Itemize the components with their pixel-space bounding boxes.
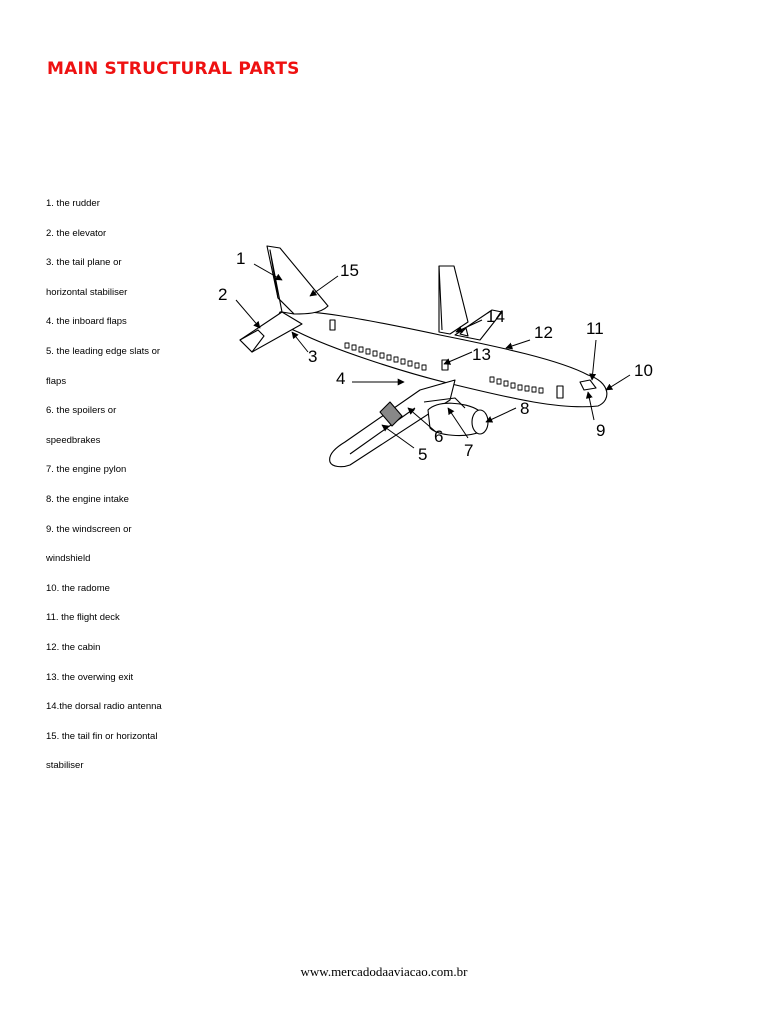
footer-url: www.mercadodaaviacao.com.br <box>300 964 468 979</box>
parts-list <box>46 198 162 790</box>
winglet <box>439 266 468 334</box>
label-8: 8 <box>520 399 530 418</box>
list-item: stabiliser <box>46 760 84 772</box>
label-2: 2 <box>218 285 228 304</box>
label-11: 11 <box>586 319 604 338</box>
list-item: 2. the elevator <box>46 227 107 239</box>
label-3: 3 <box>308 347 318 366</box>
airplane-drawing <box>240 246 607 467</box>
list-item: 11. the flight deck <box>46 612 120 624</box>
page-title: MAIN STRUCTURAL PARTS <box>47 59 300 79</box>
list-item: 14.the dorsal radio antenna <box>46 701 162 713</box>
list-item: windshield <box>46 553 91 565</box>
list-item: 9. the windscreen or <box>46 523 132 535</box>
list-item: 6. the spoilers or <box>46 405 117 417</box>
list-item: 5. the leading edge slats or <box>46 345 161 357</box>
label-15: 15 <box>340 261 359 280</box>
list-item: 7. the engine pylon <box>46 464 127 476</box>
label-7: 7 <box>464 441 474 460</box>
label-5: 5 <box>418 445 428 464</box>
label-10: 10 <box>634 361 653 380</box>
list-item: speedbrakes <box>46 434 101 446</box>
list-item: 13. the overwing exit <box>46 671 134 683</box>
list-item: 4. the inboard flaps <box>46 316 127 328</box>
label-13: 13 <box>472 345 491 364</box>
label-12: 12 <box>534 323 553 342</box>
list-item: flaps <box>46 375 67 387</box>
list-item: 10. the radome <box>46 582 110 594</box>
label-6: 6 <box>434 427 444 446</box>
list-item: 12. the cabin <box>46 641 101 653</box>
list-item: 1. the rudder <box>46 198 100 209</box>
list-item: 8. the engine intake <box>46 493 129 505</box>
list-item: 3. the tail plane or <box>46 257 122 269</box>
list-item: 15. the tail fin or horizontal <box>46 730 158 742</box>
airplane-diagram <box>210 240 660 470</box>
label-9: 9 <box>596 421 606 440</box>
list-item: horizontal stabiliser <box>46 286 128 298</box>
label-4: 4 <box>336 369 346 388</box>
label-1: 1 <box>236 249 246 268</box>
label-14: 14 <box>486 307 505 326</box>
